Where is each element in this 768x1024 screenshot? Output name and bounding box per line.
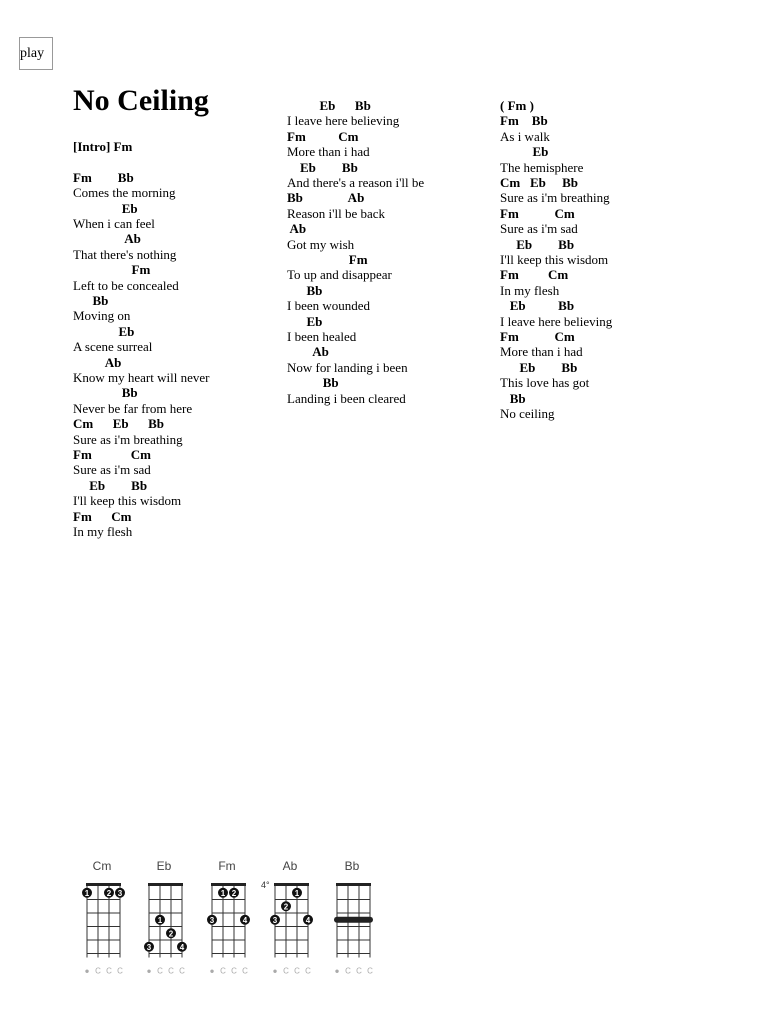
string-tuning-label: C <box>179 966 185 976</box>
lyric-line: Sure as i'm sad <box>73 462 151 478</box>
string-tuning-label: C <box>367 966 373 976</box>
svg-text:4: 4 <box>179 942 185 952</box>
chord-line: Fm Cm <box>500 267 569 283</box>
svg-text:4: 4 <box>305 915 311 925</box>
chord-line: Eb <box>73 200 138 216</box>
lyric-line: I leave here believing <box>287 113 400 129</box>
svg-text:3: 3 <box>117 888 123 898</box>
finger-dot <box>292 888 302 898</box>
chord-diagrams <box>72 855 392 976</box>
chord-fretboard <box>322 855 382 976</box>
lyric-line: Now for landing i been <box>287 359 408 375</box>
string-tuning-label: C <box>95 966 101 976</box>
lyric-line: Sure as i'm breathing <box>73 431 183 447</box>
nut <box>86 883 121 886</box>
svg-text:3: 3 <box>146 942 152 952</box>
string-tuning-label: ● <box>209 966 215 976</box>
lyric-line: Sure as i'm breathing <box>500 190 610 206</box>
chord-line: Eb Bb <box>287 98 371 113</box>
chord-line: Eb Bb <box>500 298 575 314</box>
finger-dot <box>218 888 228 898</box>
finger-dot <box>104 888 114 898</box>
chord-line: ( Fm ) <box>500 98 534 113</box>
string-tuning-label: C <box>294 966 300 976</box>
svg-text:3: 3 <box>209 915 215 925</box>
chord-line: Fm Cm <box>500 329 575 344</box>
nut <box>211 883 246 886</box>
chord-line: Fm Cm <box>73 508 132 524</box>
barre-bar <box>334 917 373 923</box>
chord-name: Eb <box>156 859 172 873</box>
chord-line: Bb <box>73 293 109 308</box>
chord-line: Cm Eb Bb <box>500 175 579 190</box>
chord-fretboard <box>72 855 132 976</box>
finger-dot <box>144 942 154 952</box>
svg-text:2: 2 <box>283 902 289 912</box>
string-tuning-label: C <box>356 966 362 976</box>
string-tuning-label: ● <box>84 966 90 976</box>
chord-line: Eb Bb <box>500 359 578 375</box>
lyric-line: Reason i'll be back <box>287 205 386 221</box>
chord-diagram-ab <box>260 855 320 976</box>
chord-line: Eb <box>287 313 323 329</box>
string-tuning-label: C <box>283 966 289 976</box>
lyric-line: Moving on <box>73 308 131 324</box>
nut <box>148 883 183 886</box>
finger-dot <box>166 928 176 938</box>
svg-text:1: 1 <box>84 888 90 898</box>
lyric-line: Sure as i'm sad <box>500 221 578 237</box>
lyric-line: When i can feel <box>73 216 155 231</box>
string-tuning-label: C <box>117 966 123 976</box>
chord-line: Cm Eb Bb <box>73 416 165 432</box>
lyric-line: More than i had <box>500 344 583 360</box>
chord-line: Ab <box>73 354 122 370</box>
finger-dot <box>155 915 165 925</box>
chord-line: Bb <box>500 390 526 406</box>
chord-diagram-fm <box>197 855 257 976</box>
string-tuning-label: C <box>168 966 174 976</box>
lyric-line: I leave here believing <box>500 313 613 329</box>
string-tuning-label: C <box>305 966 311 976</box>
chord-line: Bb <box>73 385 138 401</box>
lyric-line: No ceiling <box>500 406 555 421</box>
lyric-line: A scene surreal <box>73 339 153 355</box>
lyric-line: Landing i been cleared <box>287 390 406 406</box>
lyric-line: That there's nothing <box>73 246 177 262</box>
chord-line: Fm Bb <box>500 113 548 129</box>
string-tuning-label: C <box>220 966 226 976</box>
string-tuning-label: ● <box>334 966 340 976</box>
lyric-line: I been wounded <box>287 298 371 314</box>
chord-line: Ab <box>287 344 329 360</box>
chord-line: Eb Bb <box>287 159 358 175</box>
lyric-line: As i walk <box>500 128 550 144</box>
lyric-line: Know my heart will never <box>73 370 210 385</box>
lyric-line: Never be far from here <box>73 400 193 416</box>
finger-dot <box>82 888 92 898</box>
song-title: No Ceiling <box>73 84 209 117</box>
finger-dot <box>115 888 125 898</box>
string-tuning-label: C <box>106 966 112 976</box>
string-tuning-label: ● <box>272 966 278 976</box>
chord-line: Eb <box>500 144 549 160</box>
finger-dot <box>270 915 280 925</box>
chord-line: Bb <box>287 282 323 298</box>
chord-line: Fm <box>287 252 368 267</box>
lyric-line: Comes the morning <box>73 185 176 201</box>
lyric-line: I'll keep this wisdom <box>73 493 182 509</box>
svg-text:2: 2 <box>168 929 174 939</box>
finger-dot <box>229 888 239 898</box>
chord-fretboard <box>197 855 257 976</box>
chord-diagram-bb <box>322 855 382 976</box>
lyric-line: Got my wish <box>287 236 355 252</box>
string-tuning-label: C <box>231 966 237 976</box>
lyric-line: More than i had <box>287 144 370 160</box>
string-tuning-label: C <box>157 966 163 976</box>
chord-line: Fm Cm <box>287 128 359 144</box>
finger-dot <box>177 942 187 952</box>
lyric-line: I been healed <box>287 329 357 344</box>
chord-fretboard <box>260 855 320 976</box>
lyric-line: In my flesh <box>73 524 133 539</box>
finger-dot <box>240 915 250 925</box>
chord-line: Bb Ab <box>287 190 365 206</box>
svg-text:1: 1 <box>294 888 300 898</box>
chord-line: Eb Bb <box>73 477 148 493</box>
svg-text:3: 3 <box>272 915 278 925</box>
lyric-line: The hemisphere <box>500 159 584 175</box>
lyric-line: I'll keep this wisdom <box>500 252 609 267</box>
base-fret-label: 4° <box>261 880 270 890</box>
nut <box>336 883 371 886</box>
chord-diagram-cm <box>72 855 132 976</box>
finger-dot <box>281 901 291 911</box>
lyric-line: To up and disappear <box>287 267 392 283</box>
chord-line: [Intro] Fm <box>73 139 133 154</box>
lyric-line: Left to be concealed <box>73 277 179 293</box>
string-tuning-label: C <box>345 966 351 976</box>
chord-name: Fm <box>218 859 236 873</box>
string-tuning-label: ● <box>146 966 152 976</box>
lyric-line: This love has got <box>500 375 590 391</box>
chord-name: Ab <box>282 859 298 873</box>
svg-text:2: 2 <box>106 888 112 898</box>
chord-line: Eb Bb <box>500 236 575 252</box>
svg-text:1: 1 <box>220 888 226 898</box>
svg-text:1: 1 <box>157 915 163 925</box>
finger-dot <box>303 915 313 925</box>
string-tuning-label: C <box>242 966 248 976</box>
chord-fretboard <box>134 855 194 976</box>
play-button[interactable]: play <box>19 37 53 70</box>
chord-name: Bb <box>344 859 360 873</box>
svg-text:2: 2 <box>231 888 237 898</box>
finger-dot <box>207 915 217 925</box>
lyric-line: And there's a reason i'll be <box>287 175 425 190</box>
chord-name: Cm <box>92 859 112 873</box>
chord-line: Eb <box>73 323 135 339</box>
svg-text:4: 4 <box>242 915 248 925</box>
nut <box>274 883 309 886</box>
chord-line: Fm Cm <box>500 205 575 221</box>
chord-line: Fm <box>73 262 151 278</box>
lyric-line: In my flesh <box>500 282 560 298</box>
chord-diagram-eb <box>134 855 194 976</box>
chord-line: Fm Bb <box>73 169 134 185</box>
chord-line: Ab <box>73 231 141 247</box>
chord-line: Ab <box>287 221 307 237</box>
chord-line: Bb <box>287 375 339 391</box>
chord-line: Fm Cm <box>73 447 151 462</box>
